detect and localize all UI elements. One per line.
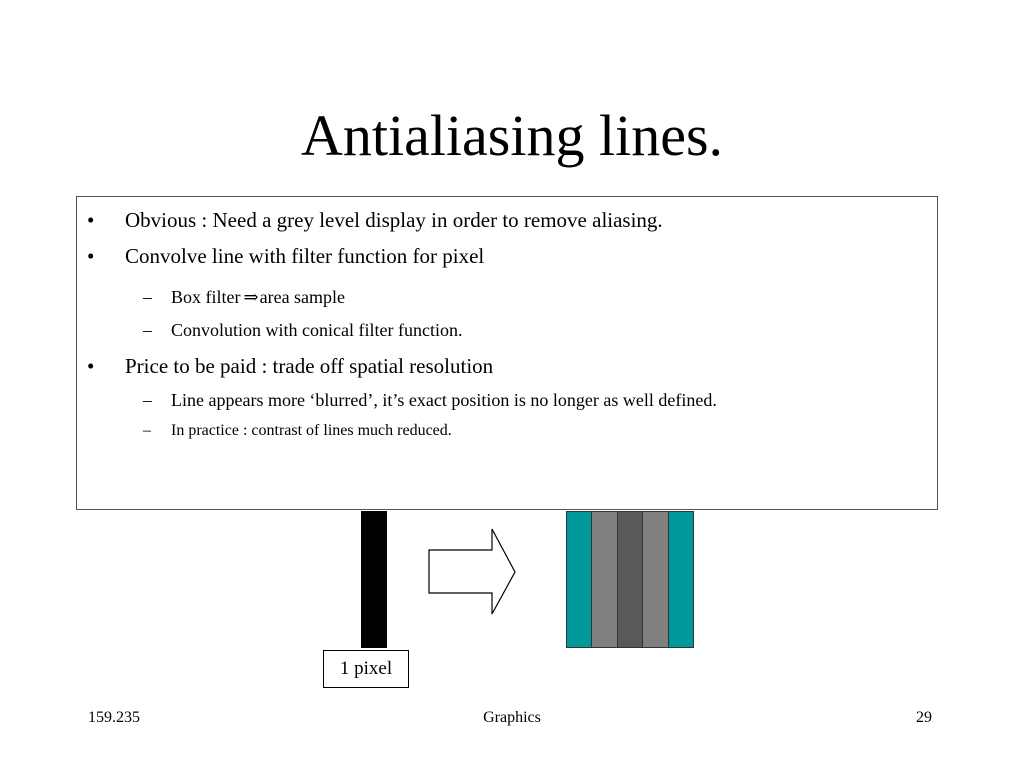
- sub-bullet-text: [171, 286, 345, 308]
- bullet-text: Price to be paid : trade off spatial resolution: [125, 354, 494, 378]
- aliased-line-bar: [361, 511, 387, 648]
- sub-bullet-text: Convolution with conical filter function.: [171, 320, 463, 340]
- bullet-box: [76, 196, 938, 510]
- sub-bullet-marker: –: [143, 422, 151, 439]
- sub-bullet-marker: –: [143, 390, 152, 410]
- box-filter-text: Box filter: [171, 287, 241, 307]
- sub-bullet-text: In practice : contrast of lines much reduced.: [171, 422, 452, 439]
- implies-arrow-icon: ⇒: [243, 287, 259, 307]
- pixel-strip: [566, 511, 592, 648]
- bullet-text: Convolve line with filter function for pixel: [125, 244, 485, 268]
- bullet-marker: •: [87, 244, 95, 268]
- sub-bullet-marker: –: [143, 287, 152, 307]
- sub-bullet-marker: –: [143, 320, 152, 340]
- bullet-marker: •: [87, 208, 95, 232]
- area-sample-text: area sample: [259, 287, 346, 307]
- sub-bullet-text: Line appears more ‘blurred’, it’s exact position is no longer as well defined.: [171, 390, 717, 410]
- pixel-label: 1 pixel: [323, 650, 409, 688]
- footer-course: 159.235: [88, 709, 140, 726]
- bullet-marker: •: [87, 354, 95, 378]
- footer-page-number: 29: [916, 709, 932, 726]
- pixel-strip: [617, 511, 643, 648]
- right-arrow-icon: [428, 528, 518, 616]
- bullet-text: Obvious : Need a grey level display in order to remove aliasing.: [125, 208, 663, 232]
- pixel-strip: [668, 511, 694, 648]
- footer-subject: Graphics: [483, 709, 541, 726]
- slide-title: Antialiasing lines.: [300, 103, 724, 168]
- pixel-strip: [642, 511, 668, 648]
- pixel-strip: [591, 511, 617, 648]
